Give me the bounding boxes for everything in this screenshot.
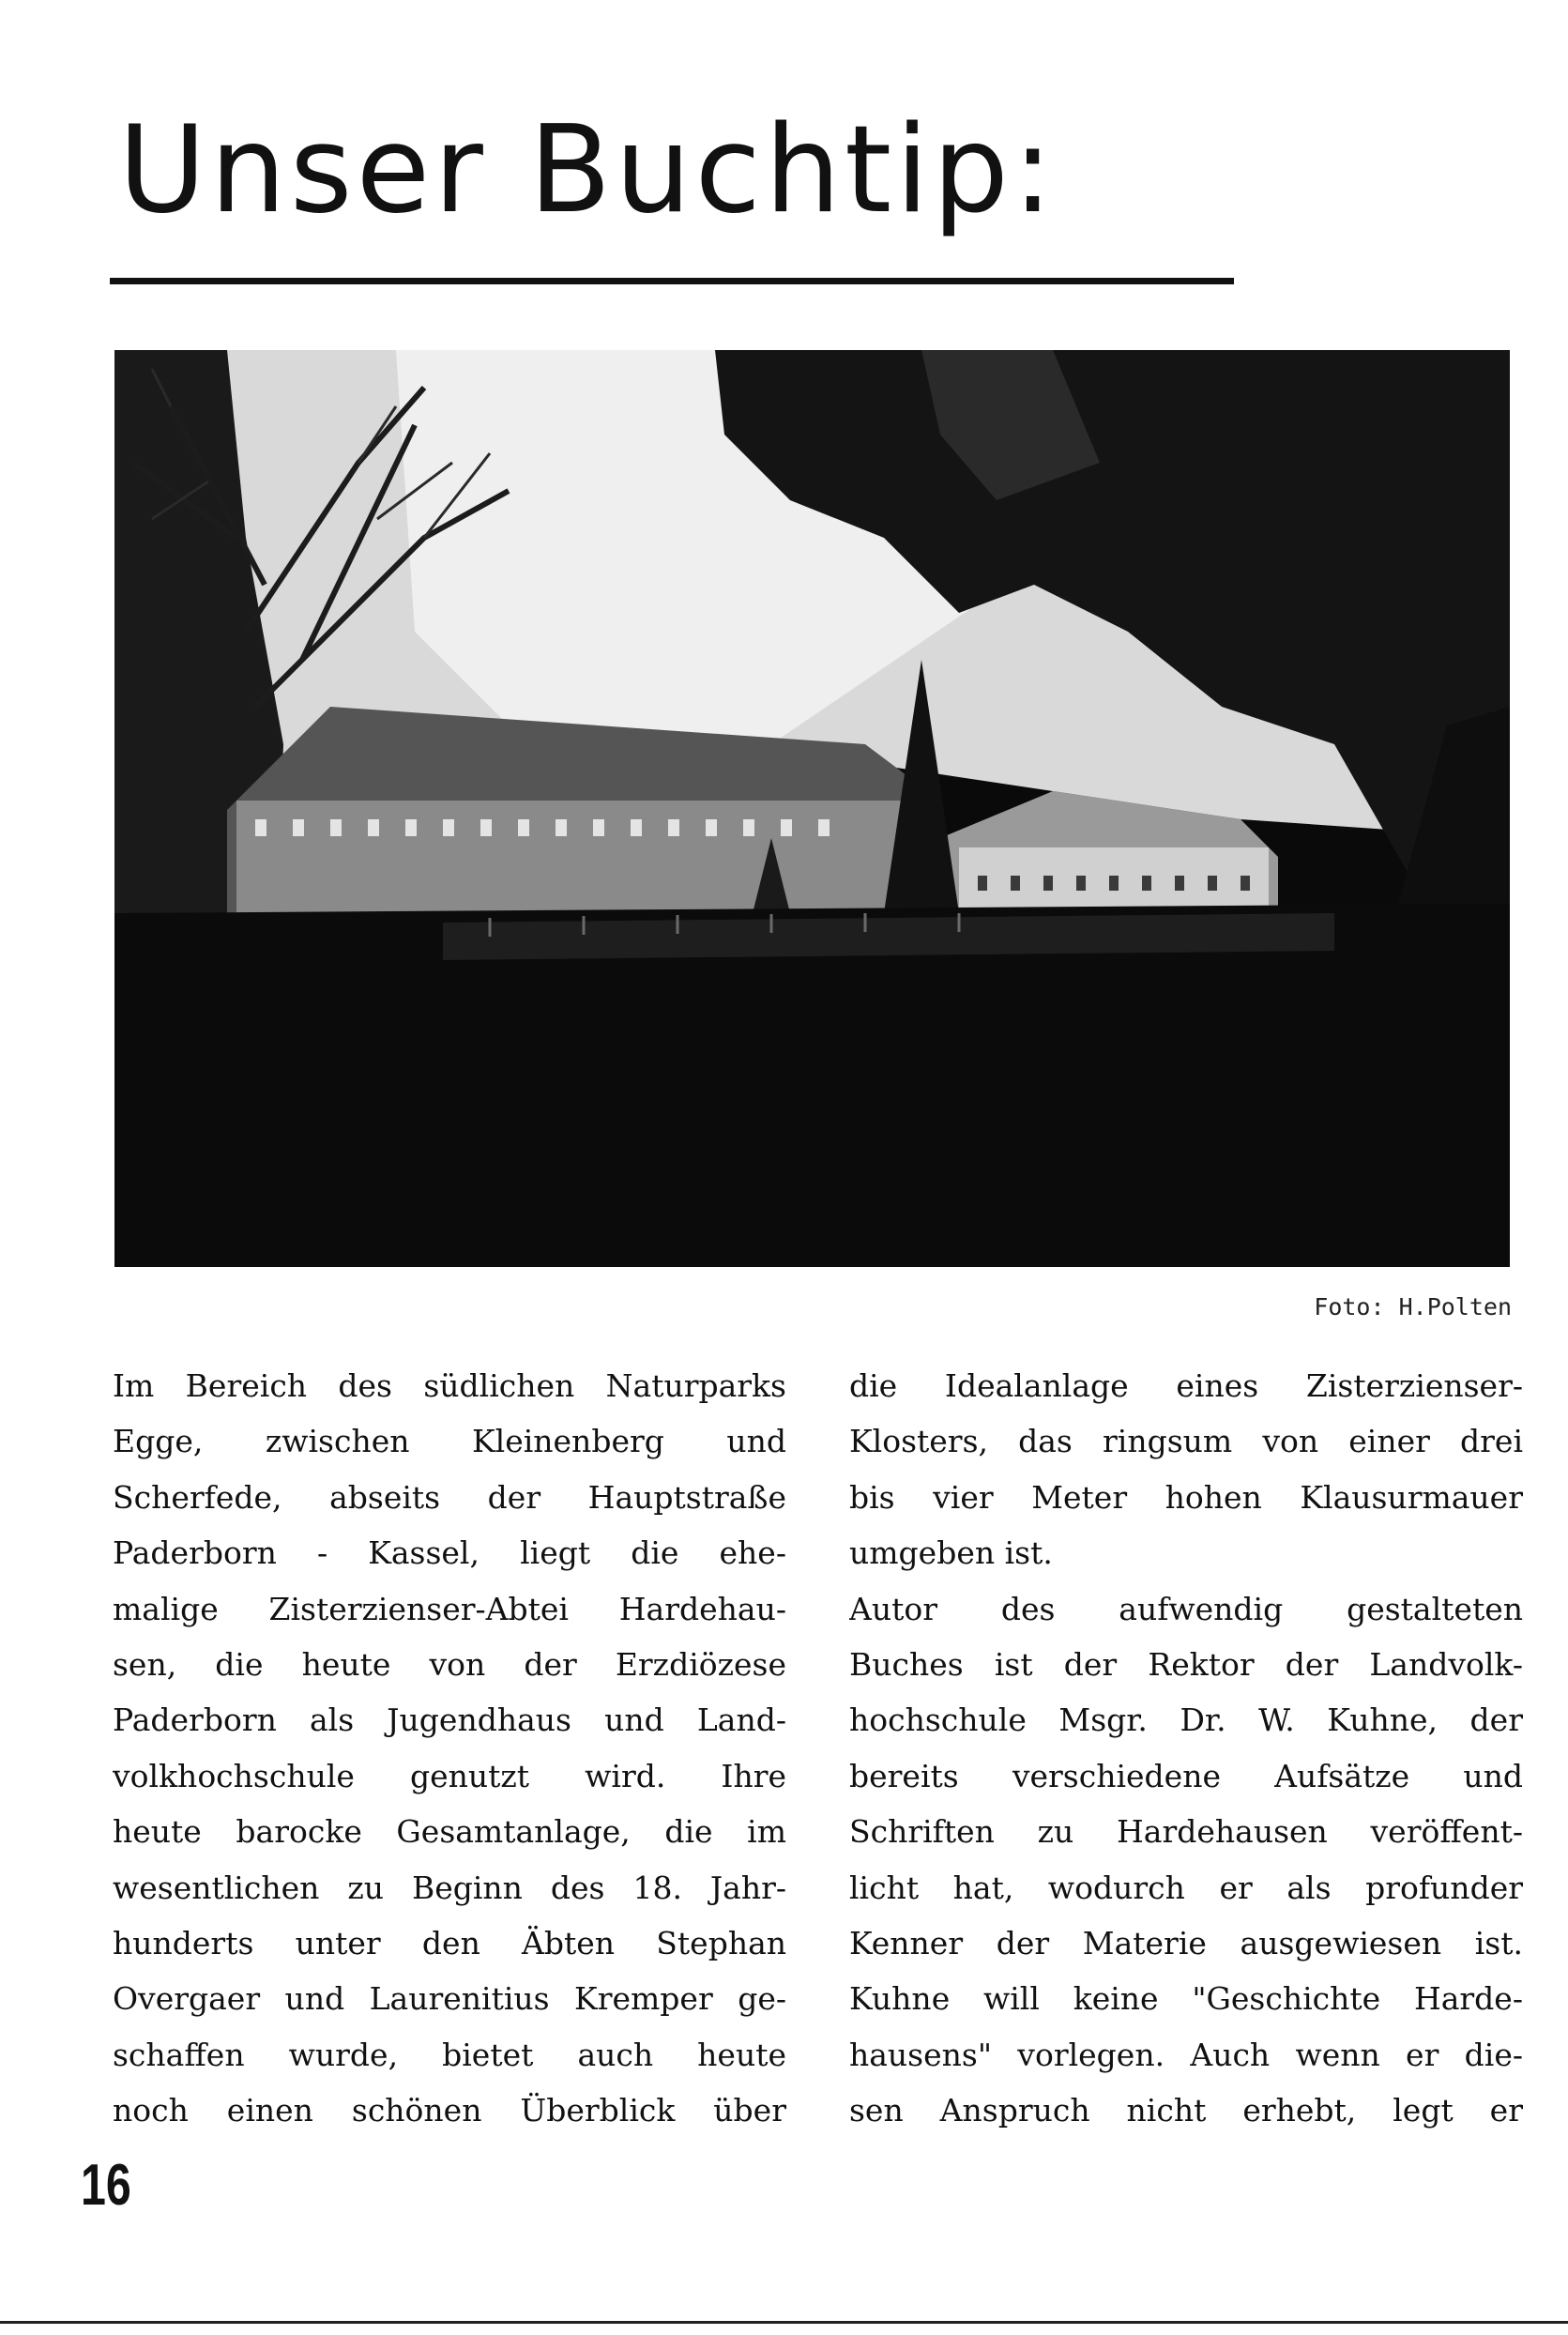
text-line: licht hat, wodurch er als profunder: [849, 1869, 1523, 1906]
text-line: volkhochschule genutzt wird. Ihre: [113, 1757, 786, 1794]
text-line: hunderts unter den Äbten Stephan: [113, 1924, 786, 1961]
text-line: Autor des aufwendig gestalteten: [849, 1590, 1523, 1627]
text-line: noch einen schönen Überblick über: [113, 2092, 786, 2129]
text-line: schaffen wurde, bietet auch heute: [113, 2036, 786, 2073]
page-bottom-rule: [0, 2321, 1568, 2324]
text-line: Overgaer und Laurenitius Kremper ge-: [113, 1980, 786, 2018]
text-line: Im Bereich des südlichen Naturparks: [113, 1367, 786, 1404]
text-line: Scherfede, abseits der Hauptstraße: [113, 1478, 786, 1516]
text-line: sen Anspruch nicht erhebt, legt er: [849, 2092, 1523, 2129]
text-line: bereits verschiedene Aufsätze und: [849, 1757, 1523, 1794]
page-heading: Unser Buchtip:: [118, 100, 1058, 240]
monastery-photo-illustration: [114, 350, 1510, 1267]
monastery-photo: [114, 350, 1510, 1267]
text-line: wesentlichen zu Beginn des 18. Jahr-: [113, 1869, 786, 1906]
text-line: Klosters, das ringsum von einer drei: [849, 1423, 1523, 1460]
text-line: Paderborn - Kassel, liegt die ehe-: [113, 1534, 786, 1572]
text-line: sen, die heute von der Erzdiözese: [113, 1645, 786, 1683]
text-line: bis vier Meter hohen Klausurmauer: [849, 1478, 1523, 1516]
page-number: 16: [81, 2153, 131, 2218]
text-line: Kenner der Materie ausgewiesen ist.: [849, 1924, 1523, 1961]
text-line: heute barocke Gesamtanlage, die im: [113, 1813, 786, 1851]
photo-credit: Foto: H.Polten: [1314, 1293, 1512, 1320]
text-line: Paderborn als Jugendhaus und Land-: [113, 1702, 786, 1739]
text-line: Kuhne will keine "Geschichte Harde-: [849, 1980, 1523, 2018]
text-line: Egge, zwischen Kleinenberg und: [113, 1423, 786, 1460]
text-line: umgeben ist.: [849, 1534, 1053, 1572]
article-column-right: [849, 1358, 1523, 2138]
text-line: malige Zisterzienser-Abtei Hardehau-: [113, 1590, 786, 1627]
text-line: hausens" vorlegen. Auch wenn er die-: [849, 2036, 1523, 2073]
text-line: die Idealanlage eines Zisterzienser-: [849, 1367, 1523, 1404]
article-column-left: [113, 1358, 786, 2138]
text-line: Schriften zu Hardehausen veröffent-: [849, 1813, 1523, 1851]
text-line: hochschule Msgr. Dr. W. Kuhne, der: [849, 1702, 1523, 1739]
heading-underline: [110, 278, 1234, 284]
text-line: Buches ist der Rektor der Landvolk-: [849, 1645, 1523, 1683]
